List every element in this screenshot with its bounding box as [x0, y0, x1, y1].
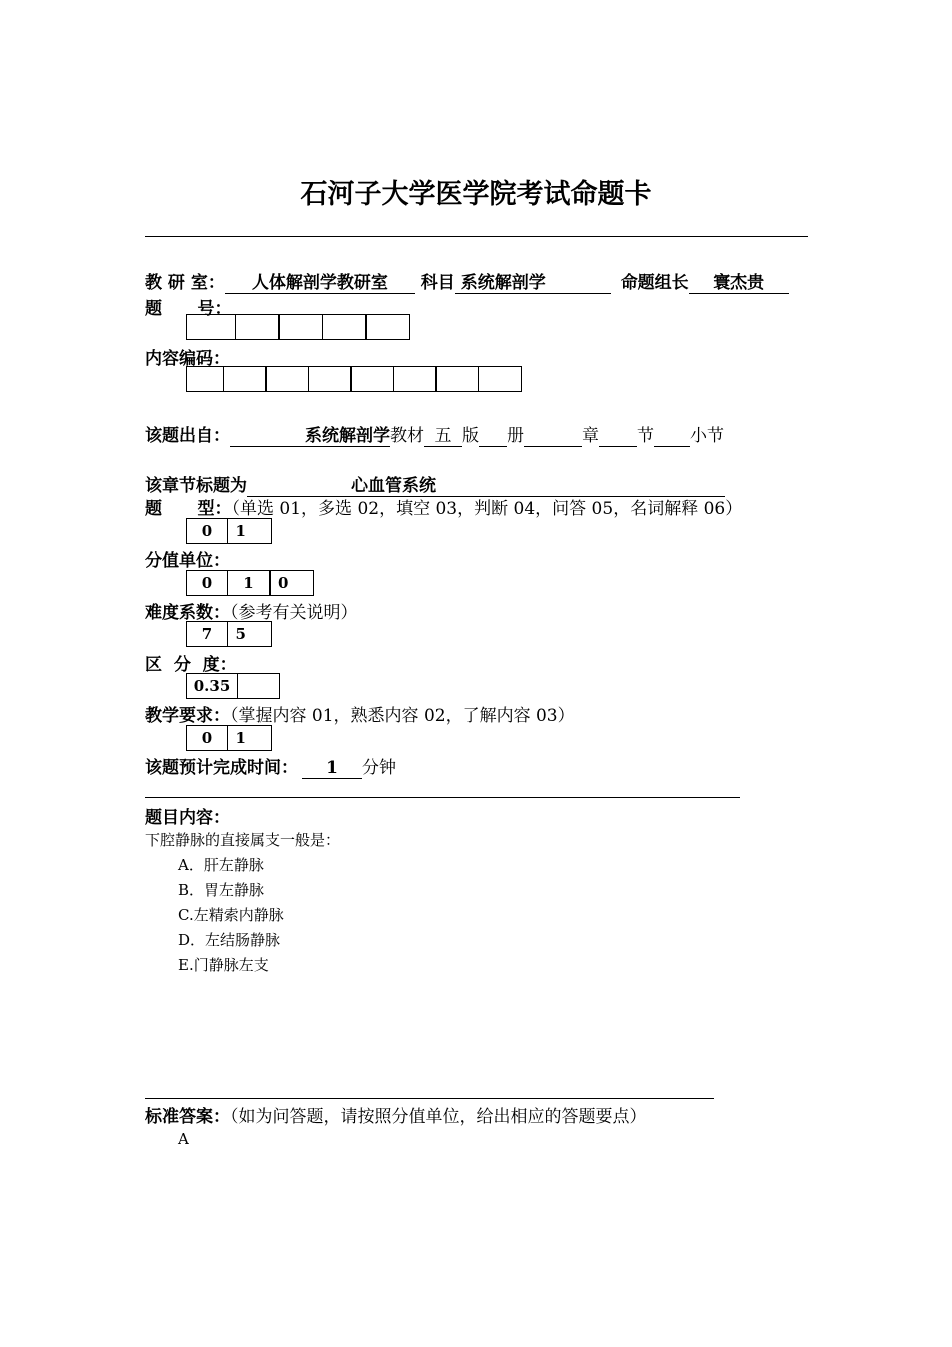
qtype-box[interactable]: 0 — [186, 518, 228, 544]
time-value: 1 — [302, 758, 362, 779]
teaching-box[interactable]: 0 — [186, 725, 228, 751]
score-unit-label: 分值单位： — [145, 551, 230, 571]
difficulty-label: 难度系数： — [145, 603, 230, 623]
question-no-box[interactable] — [365, 314, 410, 340]
difficulty-row — [145, 598, 358, 623]
source-text-zhang: 章 — [582, 426, 599, 446]
content-code-box[interactable] — [435, 366, 479, 392]
answer-row — [145, 1102, 647, 1127]
answer-divider — [145, 1098, 714, 1099]
qtype-label: 题 型： — [145, 499, 232, 519]
answer-value: A — [178, 1130, 189, 1148]
source-book: 系统解剖学 — [230, 426, 390, 447]
content-code-box[interactable] — [350, 366, 394, 392]
source-section — [599, 426, 637, 447]
option-d: D．左结肠静脉 — [178, 931, 281, 949]
qtype-boxes — [186, 518, 272, 544]
teaching-box[interactable]: 1 — [227, 725, 272, 751]
header-row — [145, 268, 789, 294]
question-no-boxes — [186, 314, 410, 340]
source-edition: 五 — [424, 426, 462, 447]
qtype-hint: （单选 01，多选 02，填空 03，判断 04，问答 05，名词解释 06） — [231, 499, 743, 519]
content-code-box[interactable] — [223, 366, 267, 392]
option-c: C.左精索内静脉 — [178, 906, 284, 924]
difficulty-hint: （参考有关说明） — [230, 603, 358, 623]
qtype-box[interactable]: 1 — [227, 518, 272, 544]
difficulty-box[interactable]: 5 — [227, 621, 272, 647]
content-code-label: 内容编码： — [145, 349, 230, 369]
title-divider — [145, 236, 808, 237]
teaching-label: 教学要求： — [145, 706, 230, 726]
teaching-row — [145, 701, 575, 726]
discrimination-box[interactable]: 0.35 — [186, 673, 238, 699]
source-chapter — [524, 426, 582, 447]
source-row — [145, 421, 724, 447]
time-row — [145, 753, 396, 779]
leader-value: 寰杰贵 — [689, 273, 789, 294]
discrimination-box[interactable] — [237, 673, 280, 699]
qtype-row — [145, 494, 742, 519]
score-unit-boxes — [186, 570, 314, 596]
teaching-boxes — [186, 725, 272, 751]
source-text-xiaojie: 小节 — [690, 426, 724, 446]
content-code-box[interactable] — [265, 366, 309, 392]
source-text-jie: 节 — [637, 426, 654, 446]
question-no-box[interactable] — [278, 314, 323, 340]
leader-label: 命题组长 — [620, 273, 689, 293]
content-code-box[interactable] — [478, 366, 522, 392]
option-a: A．肝左静脉 — [178, 856, 264, 874]
subject-label: 科目 — [420, 273, 455, 293]
source-text-ban: 版 — [462, 426, 479, 446]
time-label: 该题预计完成时间： — [145, 758, 298, 778]
question-no-box[interactable] — [322, 314, 367, 340]
question-no-box[interactable] — [186, 314, 236, 340]
source-subsection — [654, 426, 690, 447]
question-no-box[interactable] — [235, 314, 280, 340]
source-text-ce: 册 — [507, 426, 524, 446]
dept-value: 人体解剖学教研室 — [225, 273, 415, 294]
question-text: 下腔静脉的直接属支一般是： — [145, 831, 341, 849]
content-divider — [145, 797, 740, 798]
chapter-label: 该章节标题为 — [145, 476, 247, 496]
content-code-box[interactable] — [186, 366, 224, 392]
score-unit-box[interactable]: 1 — [227, 570, 271, 596]
time-unit: 分钟 — [362, 758, 396, 778]
difficulty-box[interactable]: 7 — [186, 621, 228, 647]
dept-label: 教 研 室： — [145, 273, 225, 293]
discrimination-boxes — [186, 673, 280, 699]
content-code-boxes — [186, 366, 522, 392]
chapter-value: 心血管系统 — [247, 476, 725, 497]
option-b: B．胃左静脉 — [178, 881, 265, 899]
content-label: 题目内容： — [145, 808, 230, 828]
page-title: 石河子大学医学院考试命题卡 — [300, 179, 652, 210]
source-text-jiaocai: 教材 — [390, 426, 424, 446]
content-code-box[interactable] — [393, 366, 437, 392]
answer-hint: （如为问答题，请按照分值单位，给出相应的答题要点） — [230, 1107, 647, 1127]
source-volume — [479, 426, 507, 447]
source-label: 该题出自： — [145, 426, 230, 446]
option-e: E.门静脉左支 — [178, 956, 269, 974]
question-no-label: 题 号： — [145, 299, 232, 319]
content-code-box[interactable] — [308, 366, 352, 392]
teaching-hint: （掌握内容 01，熟悉内容 02，了解内容 03） — [230, 706, 575, 726]
subject-value: 系统解剖学 — [455, 273, 611, 294]
difficulty-boxes — [186, 621, 272, 647]
discrimination-label: 区 分 度： — [145, 655, 237, 675]
score-unit-box[interactable]: 0 — [269, 570, 314, 596]
score-unit-box[interactable]: 0 — [186, 570, 228, 596]
answer-label: 标准答案： — [145, 1107, 230, 1127]
